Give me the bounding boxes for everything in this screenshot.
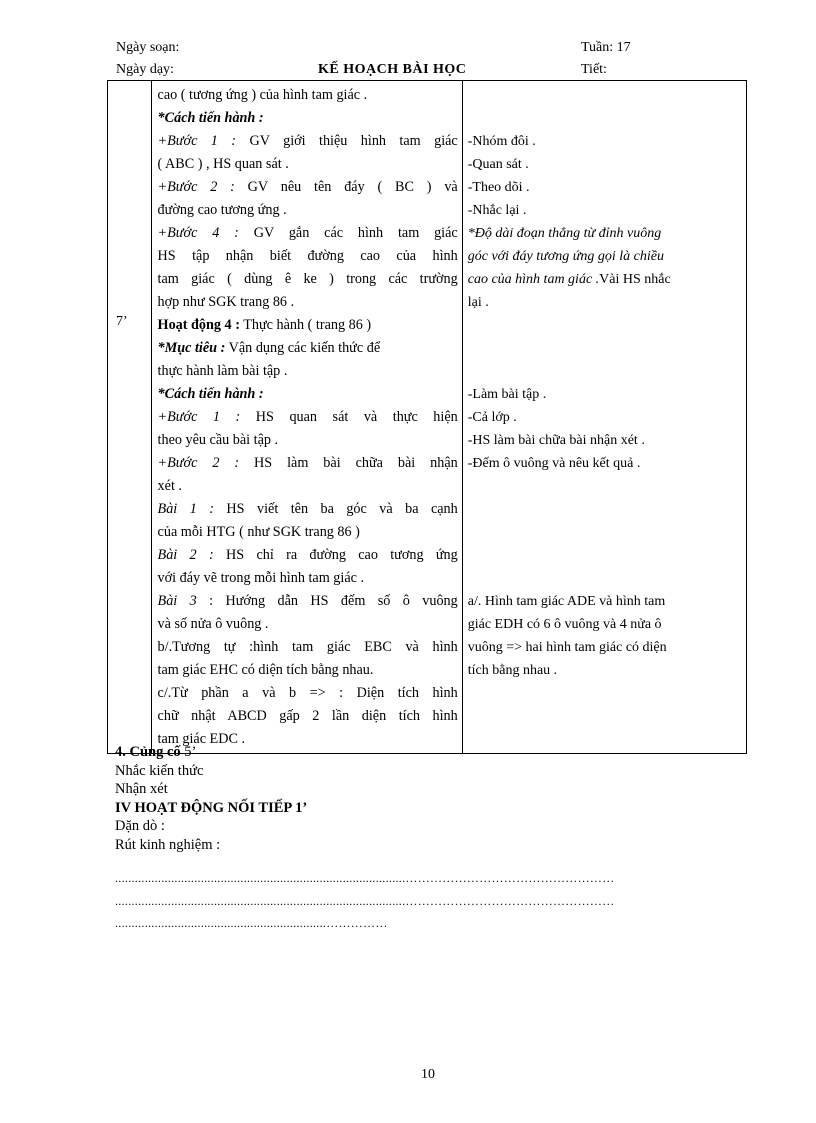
step-label: +Bước 1 : [157,133,237,149]
student-activity-column [462,81,746,754]
time-label: 7’ [116,314,128,329]
text-line: tam giác EHC có diện tích bằng nhau. [157,662,374,678]
exercise-label: Bài 3 [157,593,197,609]
step-label: +Bước 2 : [157,179,235,195]
consolidation-label: 4. Củng cố [115,744,181,760]
text-line: Nhận xét [115,781,168,797]
notes-dotted-line: ........................................................................................…………………………………………… [115,871,615,885]
step-line [158,406,458,429]
text-line: Dặn dò : [115,818,165,834]
activity-heading [158,314,458,337]
section-heading: IV HOẠT ĐỘNG NỐI TIẾP 1’ [115,799,308,816]
closing-section [115,743,307,854]
exercise-line [158,544,458,567]
step-text: GV nêu tên đáy ( BC ) và [234,179,458,195]
text-line: c/.Từ phần a và b => : Diện tích hình [157,685,458,701]
notes-dotted-line: ........................................................................................…………………………………………… [115,894,615,908]
text-line: -Nhắc lại . [467,203,527,218]
page-title: KẾ HOẠCH BÀI HỌC [318,62,467,77]
text-line: đường cao tương ứng . [157,202,287,218]
step-text: HS làm bài chữa bài nhận [239,455,458,471]
activity-text: Thực hành ( trang 86 ) [239,317,372,333]
text-line: a/. Hình tam giác ADE và hình tam [467,594,666,609]
step-text: HS quan sát và thực hiện [240,409,458,425]
text-line: -Theo dõi . [467,180,530,195]
text-line: của mỗi HTG ( như SGK trang 86 ) [157,524,360,540]
consolidation-time: 5’ [180,744,197,760]
time-column [108,81,152,754]
text-line: giác EDH có 6 ô vuông và 4 nửa ô [467,617,662,632]
text-line: -Làm bài tập . [467,387,547,402]
tuan-label: Tuần: 17 [581,40,631,55]
step-line [158,130,458,153]
exercise-text: HS chỉ ra đường cao tương ứng [213,547,458,563]
text-line: theo yêu cầu bài tập . [157,432,279,448]
text-line: cao ( tương ứng ) của hình tam giác . [157,87,368,103]
text-line: với đáy vẽ trong mỗi hình tam giác . [157,570,365,586]
exercise-label: Bài 2 : [157,547,214,563]
spacer [468,337,742,360]
text-line: HS tập nhận biết đường cao của hình [157,248,458,264]
definition-line: góc với đáy tương ứng gọi là chiều [467,249,664,264]
exercise-line [158,498,458,521]
exercise-line [158,590,458,613]
section-heading: *Cách tiến hành : [157,386,264,402]
exercise-label: Bài 1 : [157,501,214,517]
spacer [468,498,742,521]
text-line: lại . [467,295,489,310]
definition-text: cao của hình tam giác . [467,272,600,287]
exercise-text: : Hướng dẫn HS đếm số ô vuông [196,593,458,609]
ngay-soan-label: Ngày soạn: [116,40,180,55]
activity-label: Hoạt động 4 : [157,317,240,333]
text-line: hợp như SGK trang 86 . [157,294,295,310]
text-line: chữ nhật ABCD gấp 2 lần diện tích hình [157,708,458,724]
step-label: +Bước 1 : [157,409,241,425]
text-line: -Đếm ô vuông và nêu kết quả . [467,456,641,471]
step-line [158,176,458,199]
text-line: tích bằng nhau . [467,663,558,678]
text-line: và số nửa ô vuông . [157,616,269,632]
text-line: tam giác ( dùng ê ke ) trong các trường [157,271,458,287]
text-line: tam giác EDC . [157,731,246,747]
spacer [468,544,742,567]
definition-line [468,268,742,291]
text-line: b/.Tương tự :hình tam giác EBC và hình [157,639,458,655]
step-label: +Bước 4 : [157,225,239,241]
exercise-text: HS viết tên ba góc và ba cạnh [213,501,458,517]
spacer [468,360,742,383]
step-text: GV gắn các hình tam giác [238,225,458,241]
spacer [468,521,742,544]
consolidation-heading [115,743,307,762]
table-row [108,81,747,754]
spacer [468,567,742,590]
ngay-day-label: Ngày dạy: [116,62,174,77]
text-span: Vài HS nhắc [599,272,671,287]
definition-line: *Độ dài đoạn thẳng từ đỉnh vuông [467,226,662,241]
text-line: -Quan sát . [467,157,529,172]
spacer [468,314,742,337]
objective-label: *Mục tiêu : [157,340,226,356]
tiet-label: Tiết: [581,62,607,77]
teacher-activity-column [151,81,462,754]
text-line: -HS làm bài chữa bài nhận xét . [467,433,645,448]
text-line: Rút kinh nghiệm : [115,836,221,853]
notes-dotted-line: ................................................................…………… [115,916,388,930]
text-line: -Nhóm đôi . [467,134,536,149]
step-text: GV giới thiệu hình tam giác [236,133,458,149]
text-line: vuông => hai hình tam giác có diện [467,640,667,655]
objective-text: Vận dụng các kiến thức để [225,340,381,356]
text-line: -Cả lớp . [467,410,517,425]
text-line: thực hành làm bài tập . [157,363,288,379]
lesson-plan-table [107,80,747,754]
spacer [468,475,742,498]
objective-line [158,337,458,360]
text-line: ( ABC ) , HS quan sát . [157,156,289,172]
step-line [158,452,458,475]
section-heading: *Cách tiến hành : [157,110,264,126]
page-number: 10 [421,1067,435,1082]
step-line [158,222,458,245]
text-line: xét . [157,478,182,494]
step-label: +Bước 2 : [157,455,240,471]
text-line: Nhắc kiến thức [115,762,204,779]
